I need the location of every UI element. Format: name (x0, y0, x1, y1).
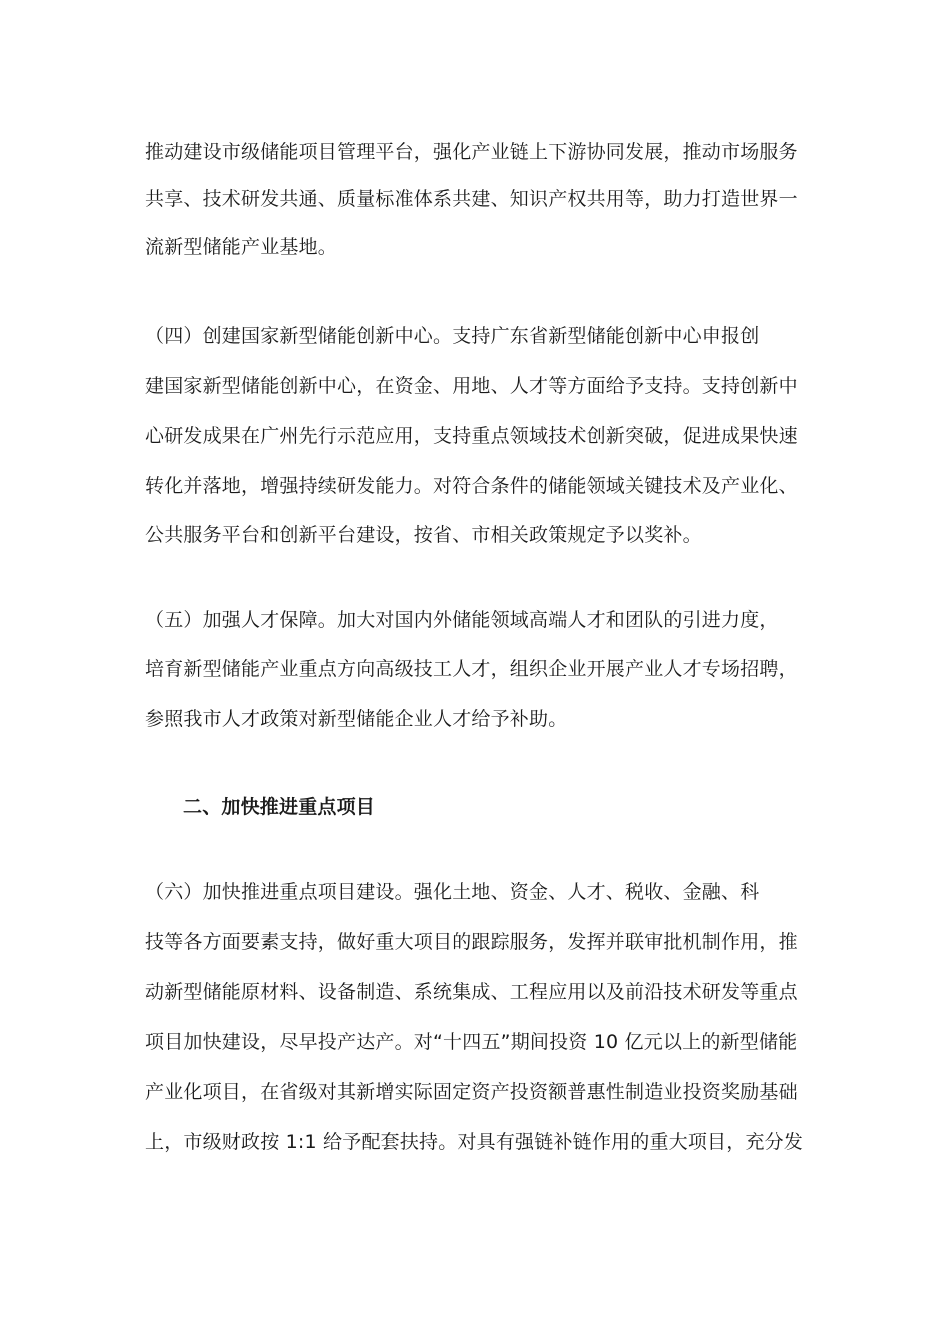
paragraph-5-line-3: 参照我市人才政策对新型储能企业人才给予补助。 (145, 708, 568, 730)
paragraph-4-line-1: （四）创建国家新型储能创新中心。支持广东省新型储能创新中心申报创 (145, 325, 760, 347)
paragraph-6-line-6: 上，市级财政按 1:1 给予配套扶持。对具有强链补链作用的重大项目，充分发 (145, 1131, 804, 1153)
paragraph-6-line-3: 动新型储能原材料、设备制造、系统集成、工程应用以及前沿技术研发等重点 (145, 981, 798, 1003)
paragraph-6-line-1: （六）加快推进重点项目建设。强化土地、资金、人才、税收、金融、科 (145, 881, 760, 903)
paragraph-5-line-1: （五）加强人才保障。加大对国内外储能领域高端人才和团队的引进力度， (145, 609, 779, 631)
paragraph-6-line-2: 技等各方面要素支持，做好重大项目的跟踪服务，发挥并联审批机制作用，推 (145, 931, 798, 953)
paragraph-4-line-5: 公共服务平台和创新平台建设，按省、市相关政策规定予以奖补。 (145, 524, 702, 546)
paragraph-4-line-3: 心研发成果在广州先行示范应用，支持重点领域技术创新突破，促进成果快速 (145, 425, 798, 447)
paragraph-1-line-3: 流新型储能产业基地。 (145, 236, 338, 258)
paragraph-1-line-2: 共享、技术研发共通、质量标准体系共建、知识产权共用等，助力打造世界一 (145, 188, 798, 210)
paragraph-6-line-5: 产业化项目，在省级对其新增实际固定资产投资额普惠性制造业投资奖励基础 (145, 1081, 798, 1103)
paragraph-4-line-2: 建国家新型储能创新中心，在资金、用地、人才等方面给予支持。支持创新中 (145, 375, 798, 397)
paragraph-1-line-1: 推动建设市级储能项目管理平台，强化产业链上下游协同发展，推动市场服务 (145, 141, 798, 163)
paragraph-4-line-4: 转化并落地，增强持续研发能力。对符合条件的储能领域关键技术及产业化、 (145, 475, 798, 497)
paragraph-6-line-4: 项目加快建设，尽早投产达产。对“十四五”期间投资 10 亿元以上的新型储能 (145, 1031, 798, 1053)
section-heading: 二、加快推进重点项目 (183, 796, 376, 818)
paragraph-5-line-2: 培育新型储能产业重点方向高级技工人才，组织企业开展产业人才专场招聘， (145, 658, 798, 680)
